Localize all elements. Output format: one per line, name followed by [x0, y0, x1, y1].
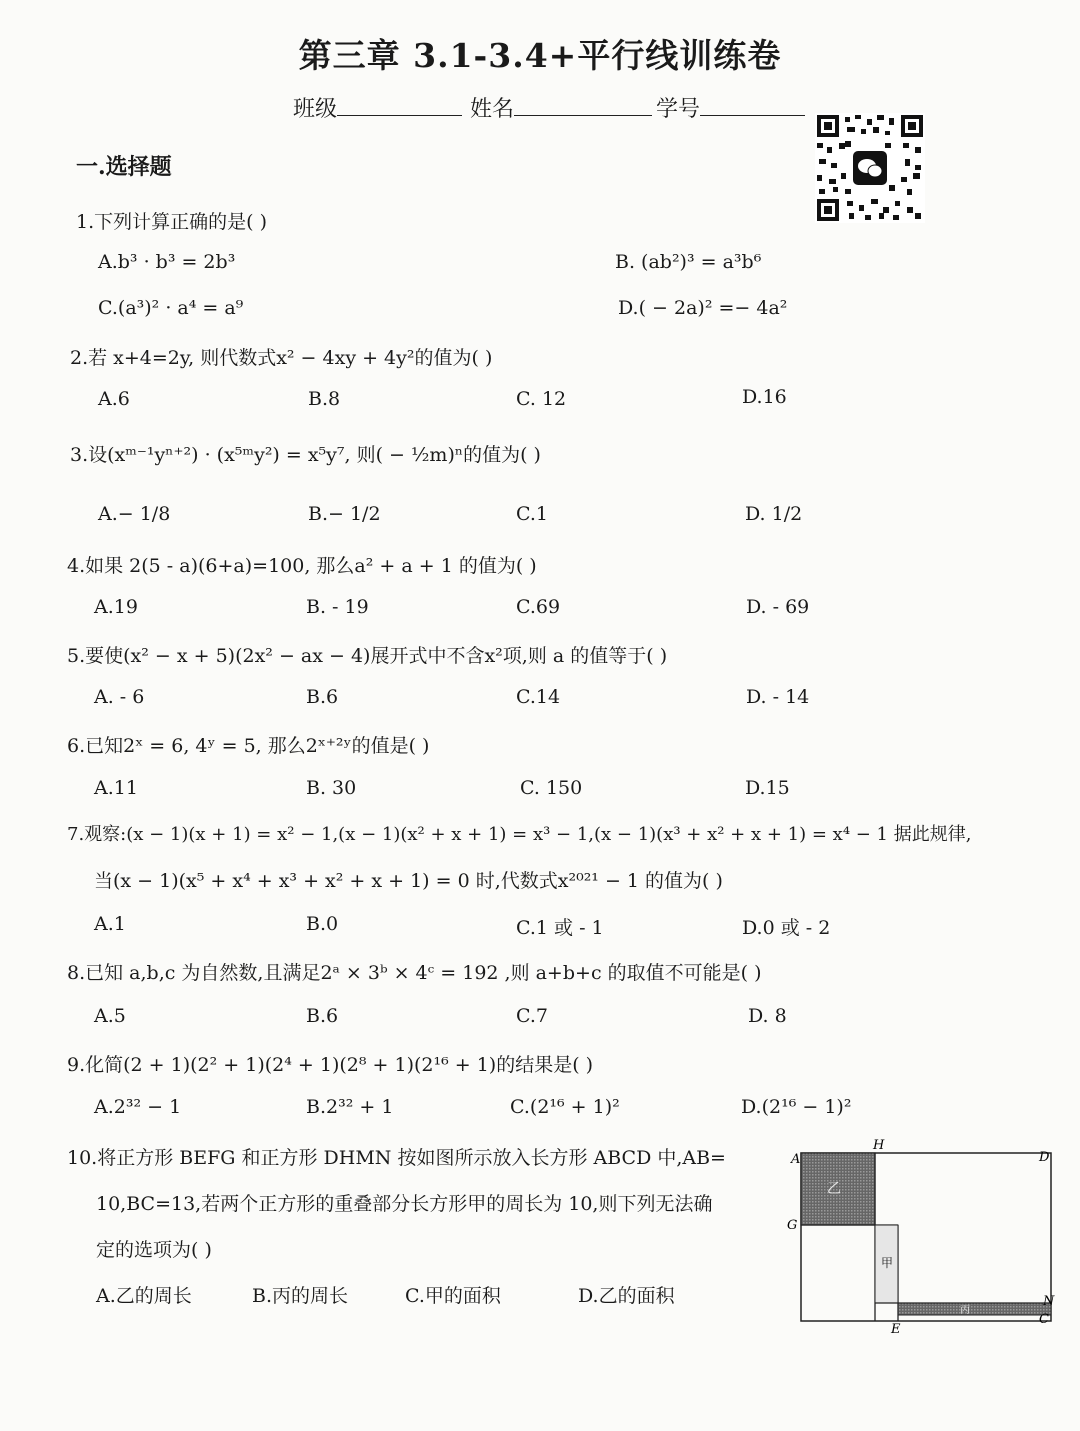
q9-option-b[interactable]: B.2³² + 1: [306, 1096, 394, 1118]
id-label: 学号: [656, 97, 701, 122]
q8-option-a[interactable]: A.5: [94, 1005, 126, 1027]
class-field: [293, 92, 462, 123]
label-yi: 乙: [827, 1181, 841, 1197]
label-n: N: [1043, 1294, 1055, 1309]
question-6-stem: 6.已知2ˣ = 6, 4ʸ = 5, 那么2ˣ⁺²ʸ的值是( ): [67, 735, 430, 757]
page-title: 第三章 3.1-3.4+平行线训练卷: [298, 36, 782, 75]
q7-option-b[interactable]: B.0: [306, 913, 339, 935]
q2-option-a[interactable]: A.6: [98, 388, 130, 410]
id-field: [656, 92, 805, 123]
q9-option-d[interactable]: D.(2¹⁶ − 1)²: [741, 1096, 852, 1118]
q3-option-b[interactable]: B.− 1/2: [308, 503, 381, 525]
q9-option-a[interactable]: A.2³² − 1: [94, 1096, 182, 1118]
q1-option-b[interactable]: B. (ab²)³ = a³b⁶: [615, 251, 762, 273]
q7-option-c[interactable]: C.1 或 - 1: [516, 917, 604, 939]
q5-option-d[interactable]: D. - 14: [746, 686, 810, 708]
q10-option-c[interactable]: C.甲的面积: [405, 1285, 501, 1307]
label-h: H: [873, 1138, 885, 1153]
q2-option-d[interactable]: D.16: [742, 386, 787, 408]
q4-option-c[interactable]: C.69: [516, 596, 561, 618]
question-1-stem: 1.下列计算正确的是( ): [76, 211, 267, 233]
question-8-stem: 8.已知 a,b,c 为自然数,且满足2ᵃ × 3ᵇ × 4ᶜ = 192 ,则 a+b+c 的取值不可能是( ): [67, 962, 762, 984]
label-bing: 丙: [960, 1305, 970, 1316]
id-blank[interactable]: [700, 95, 805, 116]
q3-option-d[interactable]: D. 1/2: [745, 503, 803, 525]
label-d: D: [1039, 1150, 1050, 1165]
question-7-stem-line1: 7.观察:(x − 1)(x + 1) = x² − 1,(x − 1)(x² + x + 1) = x³ − 1,(x − 1)(x³ + x² + x + 1) = x⁴ − 1 据此规律,: [67, 824, 972, 845]
q4-option-d[interactable]: D. - 69: [746, 596, 810, 618]
q6-option-d[interactable]: D.15: [745, 777, 790, 799]
label-jia: 甲: [881, 1256, 894, 1270]
question-10-line3: 定的选项为( ): [96, 1239, 212, 1261]
question-10-line1: 10.将正方形 BEFG 和正方形 DHMN 按如图所示放入长方形 ABCD 中,AB=: [67, 1147, 726, 1169]
q10-option-b[interactable]: B.丙的周长: [252, 1285, 349, 1307]
q7-option-d[interactable]: D.0 或 - 2: [742, 917, 831, 939]
q1-option-c[interactable]: C.(a³)² · a⁴ = a⁹: [98, 297, 244, 319]
q5-option-c[interactable]: C.14: [516, 686, 561, 708]
question-2-stem: 2.若 x+4=2y, 则代数式x² − 4xy + 4y²的值为( ): [70, 347, 493, 369]
label-e: E: [891, 1322, 901, 1335]
q3-option-c[interactable]: C.1: [516, 503, 548, 525]
question-9-stem: 9.化简(2 + 1)(2² + 1)(2⁴ + 1)(2⁸ + 1)(2¹⁶ + 1)的结果是( ): [67, 1054, 594, 1076]
qr-code-icon: [815, 113, 925, 223]
q8-option-d[interactable]: D. 8: [748, 1005, 787, 1027]
q6-option-a[interactable]: A.11: [94, 777, 138, 799]
question-10-line2: 10,BC=13,若两个正方形的重叠部分长方形甲的周长为 10,则下列无法确: [96, 1193, 713, 1215]
q6-option-c[interactable]: C. 150: [520, 777, 583, 799]
label-g: G: [787, 1218, 798, 1233]
class-blank[interactable]: [337, 95, 462, 116]
q6-option-b[interactable]: B. 30: [306, 777, 357, 799]
rectangle-figure: [785, 1135, 1065, 1335]
q2-option-b[interactable]: B.8: [308, 388, 341, 410]
name-field: [470, 92, 652, 123]
region-bing: [898, 1303, 1051, 1315]
q8-option-c[interactable]: C.7: [516, 1005, 548, 1027]
q9-option-c[interactable]: C.(2¹⁶ + 1)²: [510, 1096, 620, 1118]
q8-option-b[interactable]: B.6: [306, 1005, 339, 1027]
q10-option-a[interactable]: A.乙的周长: [96, 1285, 192, 1307]
label-a: A: [791, 1152, 801, 1167]
q3-option-a[interactable]: A.− 1/8: [98, 503, 171, 525]
question-7-stem-line2: 当(x − 1)(x⁵ + x⁴ + x³ + x² + x + 1) = 0 时,代数式x²⁰²¹ − 1 的值为( ): [94, 870, 723, 892]
section-heading-choice: 一.选择题: [76, 154, 172, 180]
q4-option-a[interactable]: A.19: [94, 596, 138, 618]
label-c: C: [1039, 1312, 1049, 1327]
class-label: 班级: [293, 97, 338, 122]
name-label: 姓名: [470, 97, 515, 122]
q2-option-c[interactable]: C. 12: [516, 388, 567, 410]
q4-option-b[interactable]: B. - 19: [306, 596, 369, 618]
q5-option-a[interactable]: A. - 6: [94, 686, 145, 708]
q1-option-d[interactable]: D.( − 2a)² =− 4a²: [618, 297, 788, 319]
q5-option-b[interactable]: B.6: [306, 686, 339, 708]
question-3-stem: 3.设(xᵐ⁻¹yⁿ⁺²) · (x⁵ᵐy²) = x⁵y⁷, 则( − ½m)ⁿ的值为( ): [70, 444, 541, 466]
question-5-stem: 5.要使(x² − x + 5)(2x² − ax − 4)展开式中不含x²项,则 a 的值等于( ): [67, 645, 668, 667]
q10-option-d[interactable]: D.乙的面积: [578, 1285, 675, 1307]
question-4-stem: 4.如果 2(5 - a)(6+a)=100, 那么a² + a + 1 的值为( ): [67, 555, 537, 577]
name-blank[interactable]: [514, 95, 652, 116]
q7-option-a[interactable]: A.1: [94, 913, 126, 935]
q1-option-a[interactable]: A.b³ · b³ = 2b³: [98, 251, 236, 273]
